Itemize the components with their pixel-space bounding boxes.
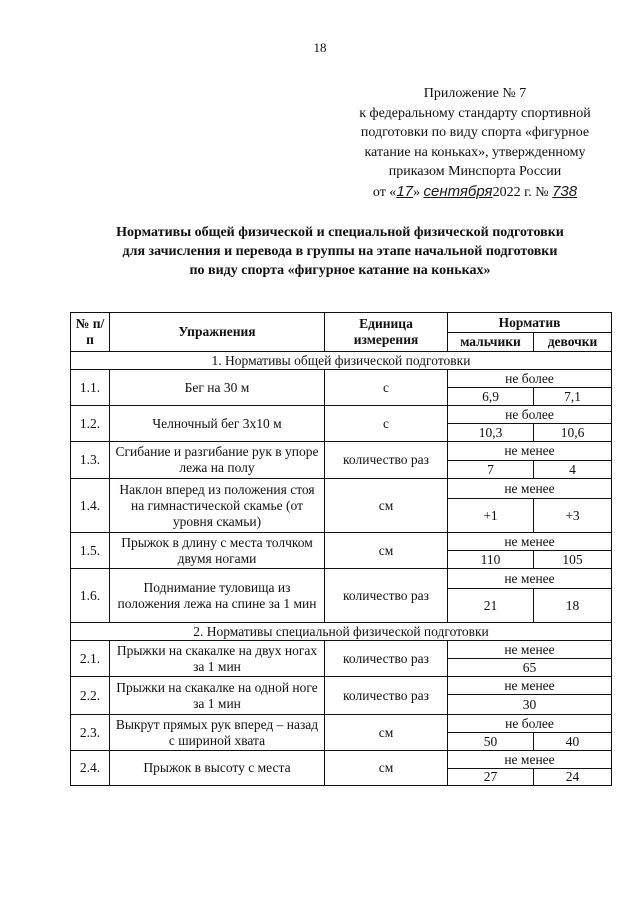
row-exercise: Поднимание туловища из положения лежа на спине за 1 мин (110, 569, 325, 623)
row-condition: не более (448, 370, 612, 388)
appendix-line: катание на коньках», утвержденному (364, 144, 586, 160)
row-number: 2.4. (71, 751, 110, 786)
row-unit: с (325, 370, 448, 406)
row-girls: 10,6 (534, 424, 612, 442)
row-condition: не менее (448, 533, 612, 551)
header-unit: Единица измерения (325, 313, 448, 352)
row-exercise: Прыжок в высоту с места (110, 751, 325, 786)
title-line: для зачисления и перевода в группы на этапе начальной подготовки (122, 244, 558, 259)
row-exercise: Сгибание и разгибание рук в упоре лежа на полу (110, 442, 325, 479)
header-girls: девочки (534, 333, 612, 352)
section-heading: 2. Нормативы специальной физической подготовки (71, 623, 612, 641)
row-unit: см (325, 533, 448, 569)
row-condition: не более (448, 715, 612, 733)
row-unit: количество раз (325, 641, 448, 677)
row-number: 1.3. (71, 442, 110, 479)
row-boys: +1 (448, 499, 534, 533)
row-value-both: 65 (448, 659, 612, 677)
row-unit: количество раз (325, 677, 448, 715)
row-condition: не менее (448, 677, 612, 695)
header-boys: мальчики (448, 333, 534, 352)
row-condition: не более (448, 406, 612, 424)
row-boys: 21 (448, 589, 534, 623)
row-unit: см (325, 715, 448, 751)
row-exercise: Бег на 30 м (110, 370, 325, 406)
section-heading: 1. Нормативы общей физической подготовки (71, 352, 612, 370)
row-exercise: Прыжки на скакалке на двух ногах за 1 мин (110, 641, 325, 677)
order-number-handwritten: 738 (552, 182, 578, 200)
title-line: Нормативы общей физической и специальной физической подготовки (116, 225, 564, 240)
row-exercise: Челночный бег 3х10 м (110, 406, 325, 442)
date-year: 2022 г. № (492, 184, 549, 200)
row-exercise: Выкрут прямых рук вперед – назад с шириной хвата (110, 715, 325, 751)
header-exercise: Упражнения (110, 313, 325, 352)
order-date-line (340, 182, 610, 203)
date-mid: » (413, 184, 420, 200)
title-line: по виду спорта «фигурное катание на коньках» (189, 263, 491, 278)
row-boys: 27 (448, 769, 534, 786)
row-exercise: Прыжок в длину с места толчком двумя ногами (110, 533, 325, 569)
row-exercise: Наклон вперед из положения стоя на гимнастической скамье (от уровня скамьи) (110, 479, 325, 533)
row-boys: 50 (448, 733, 534, 751)
row-boys: 10,3 (448, 424, 534, 442)
row-number: 1.6. (71, 569, 110, 623)
header-number: № п/п (71, 313, 110, 352)
page-number: 18 (313, 40, 327, 55)
norms-table (70, 312, 612, 786)
row-exercise: Прыжки на скакалке на одной ноге за 1 мин (110, 677, 325, 715)
appendix-line: Приложение № 7 (423, 86, 527, 101)
row-number: 2.2. (71, 677, 110, 715)
date-prefix: от « (372, 184, 397, 200)
row-boys: 6,9 (448, 388, 534, 406)
row-number: 2.1. (71, 641, 110, 677)
row-number: 2.3. (71, 715, 110, 751)
row-value-both: 30 (448, 695, 612, 715)
row-number: 1.2. (71, 406, 110, 442)
appendix-line: к федеральному стандарту спортивной (359, 105, 591, 121)
appendix-line: приказом Минспорта России (388, 164, 562, 179)
row-condition: не менее (448, 479, 612, 499)
row-unit: см (325, 751, 448, 786)
row-unit: количество раз (325, 442, 448, 479)
date-month-handwritten: сентября (423, 182, 493, 200)
row-unit: см (325, 479, 448, 533)
appendix-block (340, 84, 610, 202)
row-unit: количество раз (325, 569, 448, 623)
row-boys: 7 (448, 461, 534, 479)
date-day-handwritten: 17 (396, 182, 413, 200)
row-condition: не менее (448, 569, 612, 589)
row-condition: не менее (448, 751, 612, 769)
document-title (70, 223, 610, 280)
row-number: 1.4. (71, 479, 110, 533)
row-unit: с (325, 406, 448, 442)
row-number: 1.5. (71, 533, 110, 569)
appendix-line: подготовки по виду спорта «фигурное (360, 125, 590, 140)
row-girls: 40 (534, 733, 612, 751)
row-girls: 4 (534, 461, 612, 479)
row-girls: 18 (534, 589, 612, 623)
row-girls: 105 (534, 551, 612, 569)
header-norm: Норматив (448, 313, 612, 333)
row-number: 1.1. (71, 370, 110, 406)
row-condition: не менее (448, 641, 612, 659)
row-condition: не менее (448, 442, 612, 461)
row-girls: 24 (534, 769, 612, 786)
row-boys: 110 (448, 551, 534, 569)
row-girls: +3 (534, 499, 612, 533)
row-girls: 7,1 (534, 388, 612, 406)
